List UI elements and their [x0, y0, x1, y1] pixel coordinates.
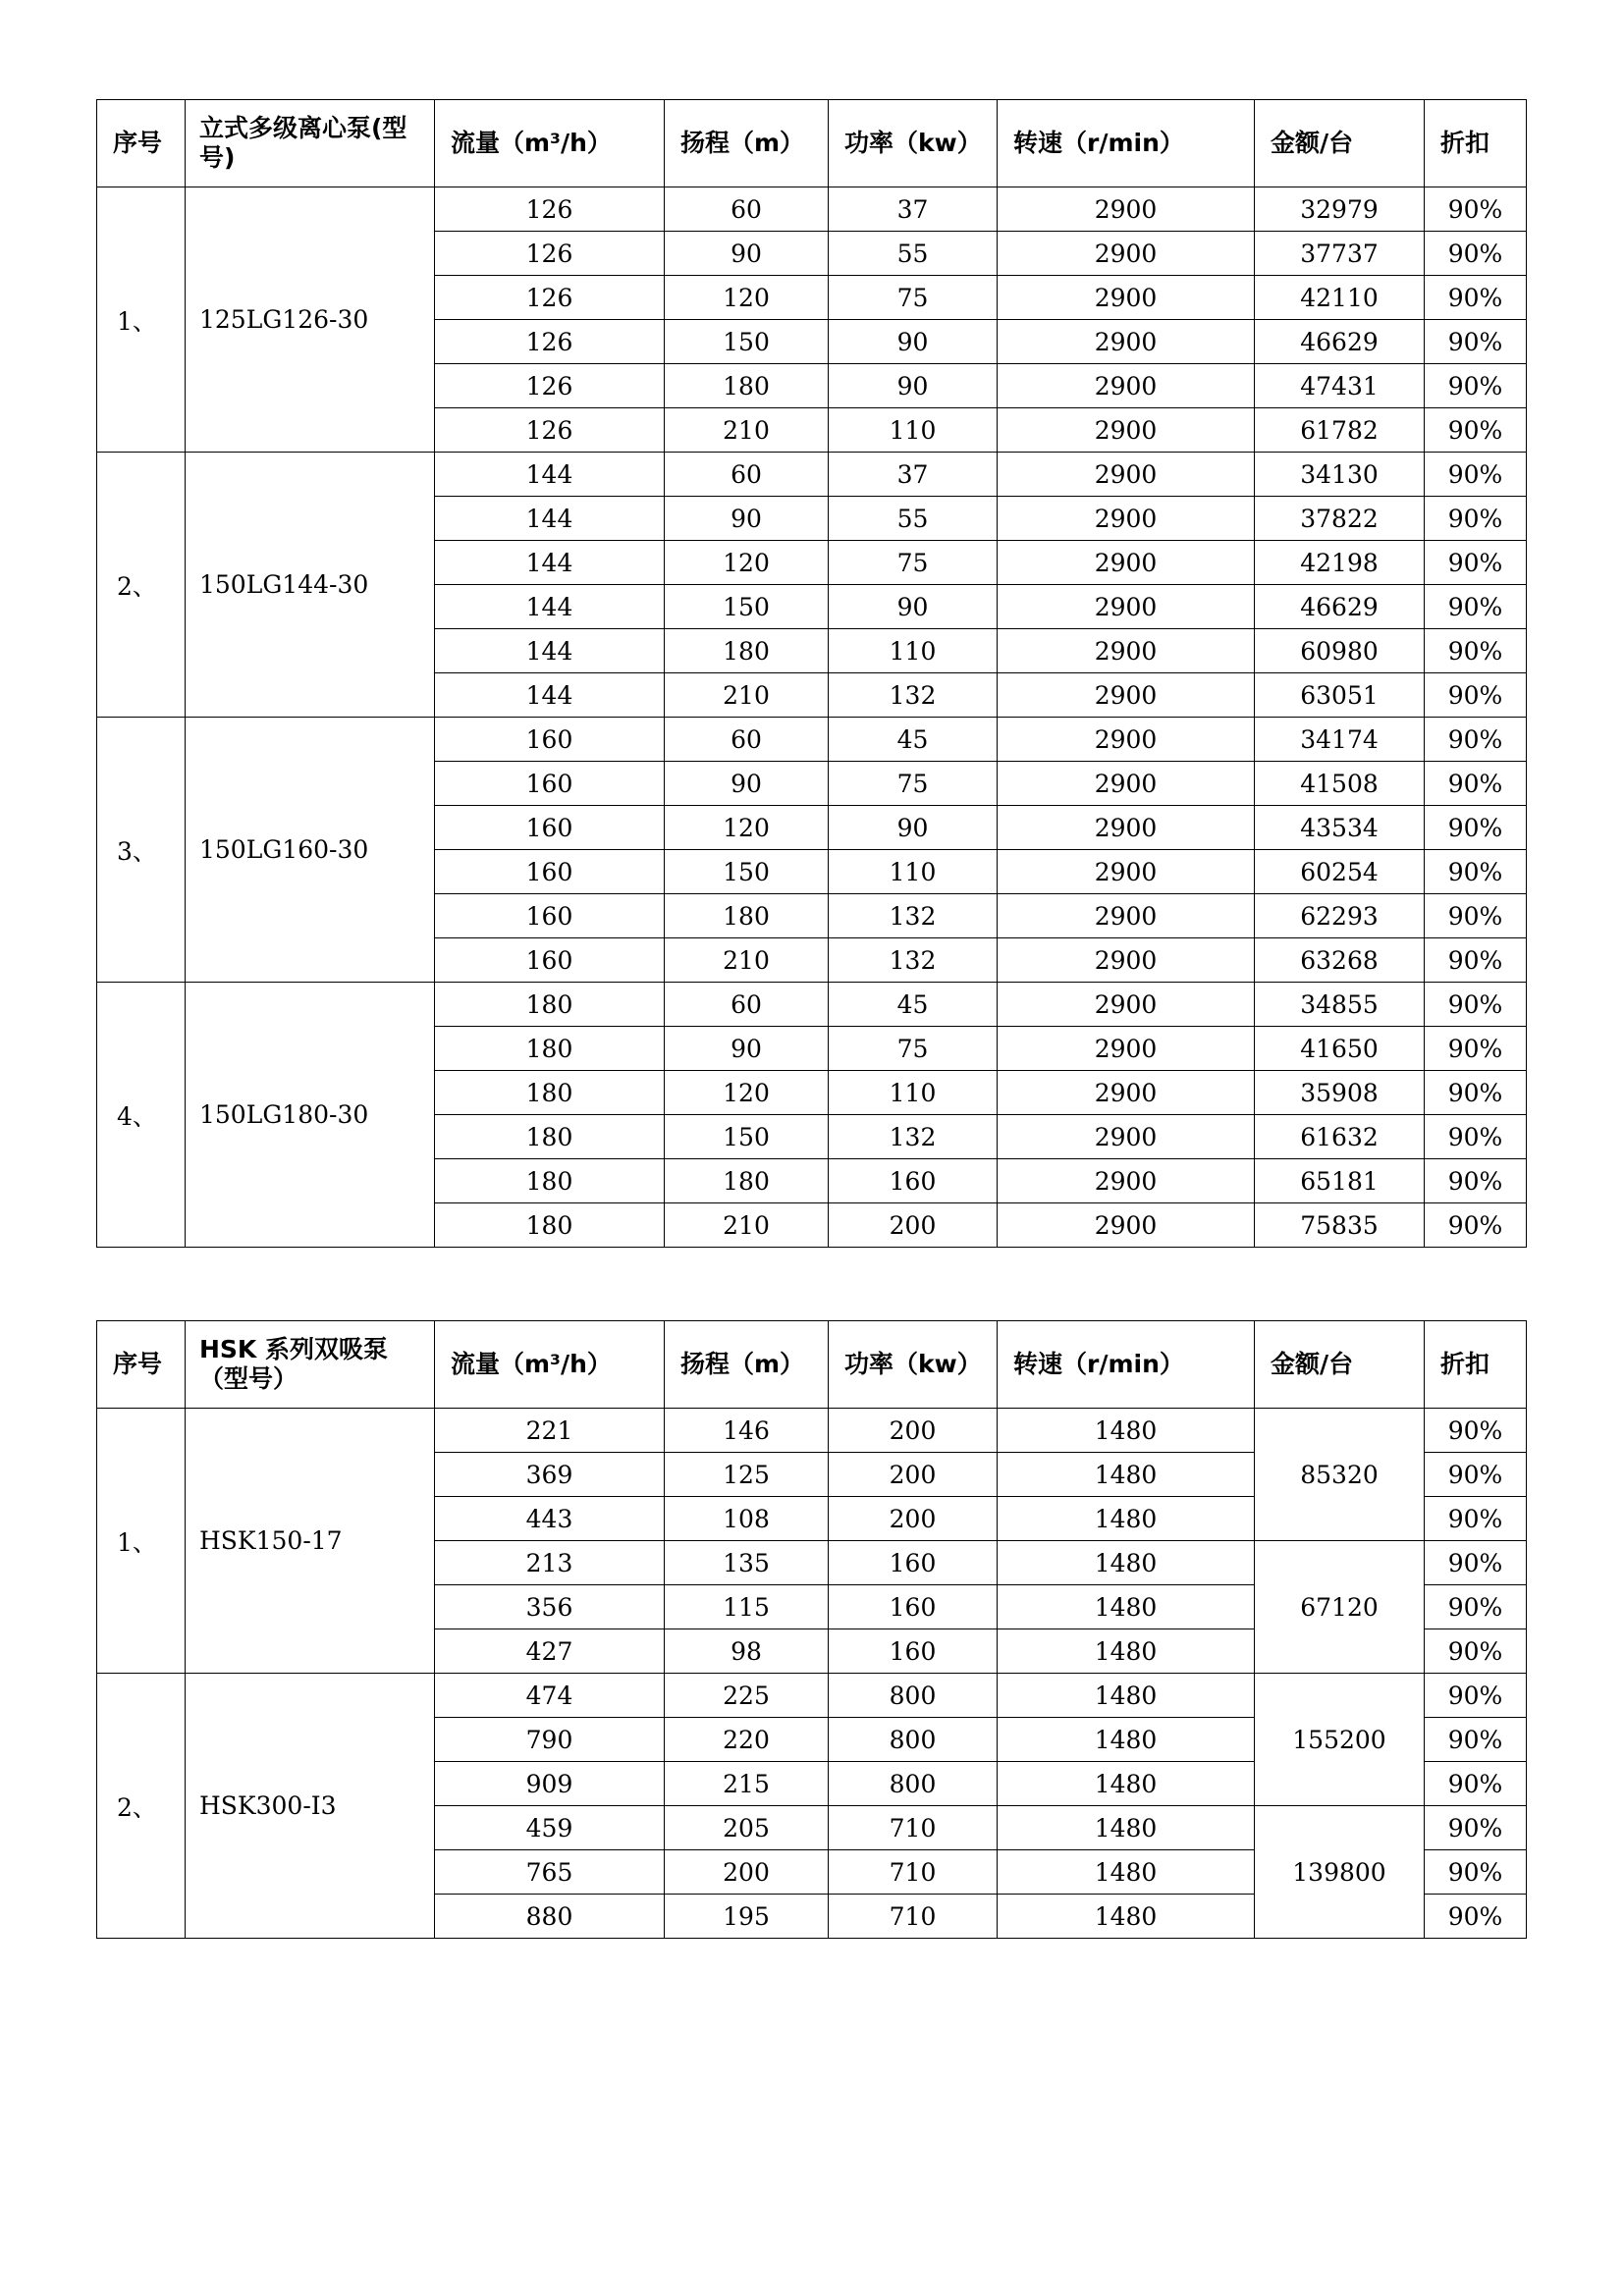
speed-cell: 2900 — [998, 1027, 1255, 1071]
discount-cell: 90% — [1425, 364, 1527, 408]
price-cell: 85320 — [1255, 1409, 1425, 1541]
price-cell: 41508 — [1255, 762, 1425, 806]
speed-cell: 2900 — [998, 850, 1255, 894]
discount-cell: 90% — [1425, 1806, 1527, 1850]
head-cell: 200 — [665, 1850, 829, 1895]
flow-cell: 180 — [435, 1027, 665, 1071]
flow-cell: 443 — [435, 1497, 665, 1541]
power-cell: 800 — [829, 1718, 998, 1762]
discount-cell: 90% — [1425, 453, 1527, 497]
price-cell: 60980 — [1255, 629, 1425, 673]
discount-cell: 90% — [1425, 1674, 1527, 1718]
discount-cell: 90% — [1425, 1159, 1527, 1203]
head-cell: 60 — [665, 187, 829, 232]
speed-cell: 2900 — [998, 1159, 1255, 1203]
head-cell: 210 — [665, 938, 829, 983]
power-cell: 90 — [829, 806, 998, 850]
power-cell: 55 — [829, 497, 998, 541]
discount-cell: 90% — [1425, 408, 1527, 453]
speed-cell: 2900 — [998, 1203, 1255, 1248]
flow-cell: 126 — [435, 187, 665, 232]
table-row — [97, 718, 1527, 762]
head-cell: 90 — [665, 232, 829, 276]
power-cell: 132 — [829, 1115, 998, 1159]
price-cell: 63268 — [1255, 938, 1425, 983]
speed-cell: 2900 — [998, 453, 1255, 497]
head-cell: 108 — [665, 1497, 829, 1541]
lg-pump-price-table — [96, 99, 1527, 1248]
flow-cell: 180 — [435, 1159, 665, 1203]
power-cell: 55 — [829, 232, 998, 276]
power-cell: 132 — [829, 938, 998, 983]
speed-cell: 2900 — [998, 364, 1255, 408]
discount-cell: 90% — [1425, 187, 1527, 232]
price-cell: 46629 — [1255, 585, 1425, 629]
head-cell: 120 — [665, 276, 829, 320]
price-cell: 37737 — [1255, 232, 1425, 276]
discount-cell: 90% — [1425, 762, 1527, 806]
power-cell: 200 — [829, 1453, 998, 1497]
header-head: 扬程（m） — [665, 100, 829, 187]
discount-cell: 90% — [1425, 497, 1527, 541]
seq-cell: 2、 — [97, 1674, 186, 1939]
table-row — [97, 453, 1527, 497]
flow-cell: 180 — [435, 1203, 665, 1248]
header-price: 金额/台 — [1255, 100, 1425, 187]
flow-cell: 160 — [435, 938, 665, 983]
price-cell: 34174 — [1255, 718, 1425, 762]
speed-cell: 1480 — [998, 1850, 1255, 1895]
header-discount: 折扣 — [1425, 1321, 1527, 1409]
speed-cell: 1480 — [998, 1629, 1255, 1674]
power-cell: 110 — [829, 629, 998, 673]
flow-cell: 160 — [435, 850, 665, 894]
flow-cell: 126 — [435, 276, 665, 320]
seq-cell: 1、 — [97, 187, 186, 453]
flow-cell: 144 — [435, 453, 665, 497]
head-cell: 150 — [665, 850, 829, 894]
head-cell: 135 — [665, 1541, 829, 1585]
model-cell: 125LG126-30 — [186, 187, 435, 453]
head-cell: 120 — [665, 806, 829, 850]
discount-cell: 90% — [1425, 1762, 1527, 1806]
header-model: 立式多级离心泵(型号) — [186, 100, 435, 187]
discount-cell: 90% — [1425, 1497, 1527, 1541]
discount-cell: 90% — [1425, 276, 1527, 320]
head-cell: 150 — [665, 585, 829, 629]
power-cell: 37 — [829, 453, 998, 497]
speed-cell: 2900 — [998, 938, 1255, 983]
flow-cell: 160 — [435, 762, 665, 806]
table-row — [97, 187, 1527, 232]
discount-cell: 90% — [1425, 1541, 1527, 1585]
flow-cell: 144 — [435, 585, 665, 629]
power-cell: 160 — [829, 1541, 998, 1585]
speed-cell: 2900 — [998, 497, 1255, 541]
speed-cell: 1480 — [998, 1409, 1255, 1453]
head-cell: 146 — [665, 1409, 829, 1453]
price-cell: 63051 — [1255, 673, 1425, 718]
power-cell: 110 — [829, 850, 998, 894]
head-cell: 220 — [665, 1718, 829, 1762]
speed-cell: 1480 — [998, 1895, 1255, 1939]
price-cell: 155200 — [1255, 1674, 1425, 1806]
speed-cell: 1480 — [998, 1497, 1255, 1541]
discount-cell: 90% — [1425, 718, 1527, 762]
price-cell: 34855 — [1255, 983, 1425, 1027]
speed-cell: 2900 — [998, 718, 1255, 762]
head-cell: 225 — [665, 1674, 829, 1718]
speed-cell: 2900 — [998, 673, 1255, 718]
header-seq: 序号 — [97, 1321, 186, 1409]
head-cell: 180 — [665, 1159, 829, 1203]
flow-cell: 356 — [435, 1585, 665, 1629]
flow-cell: 427 — [435, 1629, 665, 1674]
discount-cell: 90% — [1425, 1718, 1527, 1762]
head-cell: 120 — [665, 1071, 829, 1115]
price-cell: 42110 — [1255, 276, 1425, 320]
speed-cell: 2900 — [998, 276, 1255, 320]
power-cell: 110 — [829, 408, 998, 453]
discount-cell: 90% — [1425, 1203, 1527, 1248]
discount-cell: 90% — [1425, 1895, 1527, 1939]
head-cell: 180 — [665, 364, 829, 408]
flow-cell: 880 — [435, 1895, 665, 1939]
flow-cell: 126 — [435, 232, 665, 276]
header-model: HSK 系列双吸泵（型号） — [186, 1321, 435, 1409]
flow-cell: 369 — [435, 1453, 665, 1497]
price-cell: 61782 — [1255, 408, 1425, 453]
head-cell: 150 — [665, 1115, 829, 1159]
power-cell: 75 — [829, 1027, 998, 1071]
speed-cell: 2900 — [998, 541, 1255, 585]
power-cell: 132 — [829, 673, 998, 718]
flow-cell: 790 — [435, 1718, 665, 1762]
price-cell: 43534 — [1255, 806, 1425, 850]
model-cell: 150LG144-30 — [186, 453, 435, 718]
flow-cell: 909 — [435, 1762, 665, 1806]
head-cell: 215 — [665, 1762, 829, 1806]
price-cell: 139800 — [1255, 1806, 1425, 1939]
power-cell: 75 — [829, 541, 998, 585]
flow-cell: 126 — [435, 364, 665, 408]
speed-cell: 2900 — [998, 1115, 1255, 1159]
discount-cell: 90% — [1425, 585, 1527, 629]
discount-cell: 90% — [1425, 673, 1527, 718]
discount-cell: 90% — [1425, 320, 1527, 364]
power-cell: 800 — [829, 1762, 998, 1806]
price-cell: 34130 — [1255, 453, 1425, 497]
speed-cell: 2900 — [998, 232, 1255, 276]
flow-cell: 144 — [435, 629, 665, 673]
price-cell: 32979 — [1255, 187, 1425, 232]
table-row — [97, 1409, 1527, 1453]
discount-cell: 90% — [1425, 1585, 1527, 1629]
head-cell: 60 — [665, 453, 829, 497]
speed-cell: 2900 — [998, 894, 1255, 938]
flow-cell: 160 — [435, 718, 665, 762]
flow-cell: 160 — [435, 894, 665, 938]
head-cell: 98 — [665, 1629, 829, 1674]
header-flow: 流量（m³/h） — [435, 1321, 665, 1409]
head-cell: 125 — [665, 1453, 829, 1497]
power-cell: 90 — [829, 320, 998, 364]
discount-cell: 90% — [1425, 850, 1527, 894]
header-flow: 流量（m³/h） — [435, 100, 665, 187]
power-cell: 200 — [829, 1409, 998, 1453]
discount-cell: 90% — [1425, 938, 1527, 983]
table-row — [97, 983, 1527, 1027]
flow-cell: 474 — [435, 1674, 665, 1718]
speed-cell: 2900 — [998, 806, 1255, 850]
price-cell: 42198 — [1255, 541, 1425, 585]
header-discount: 折扣 — [1425, 100, 1527, 187]
header-power: 功率（kw） — [829, 1321, 998, 1409]
model-cell: 150LG160-30 — [186, 718, 435, 983]
model-cell: HSK150-17 — [186, 1409, 435, 1674]
power-cell: 110 — [829, 1071, 998, 1115]
price-cell: 65181 — [1255, 1159, 1425, 1203]
power-cell: 710 — [829, 1806, 998, 1850]
head-cell: 120 — [665, 541, 829, 585]
flow-cell: 126 — [435, 320, 665, 364]
discount-cell: 90% — [1425, 1453, 1527, 1497]
discount-cell: 90% — [1425, 894, 1527, 938]
power-cell: 160 — [829, 1585, 998, 1629]
price-cell: 37822 — [1255, 497, 1425, 541]
speed-cell: 2900 — [998, 320, 1255, 364]
power-cell: 45 — [829, 718, 998, 762]
head-cell: 195 — [665, 1895, 829, 1939]
speed-cell: 2900 — [998, 629, 1255, 673]
discount-cell: 90% — [1425, 1629, 1527, 1674]
head-cell: 115 — [665, 1585, 829, 1629]
price-cell: 67120 — [1255, 1541, 1425, 1674]
head-cell: 60 — [665, 983, 829, 1027]
head-cell: 90 — [665, 1027, 829, 1071]
discount-cell: 90% — [1425, 1027, 1527, 1071]
speed-cell: 1480 — [998, 1585, 1255, 1629]
speed-cell: 2900 — [998, 762, 1255, 806]
discount-cell: 90% — [1425, 1409, 1527, 1453]
header-head: 扬程（m） — [665, 1321, 829, 1409]
price-cell: 62293 — [1255, 894, 1425, 938]
power-cell: 45 — [829, 983, 998, 1027]
power-cell: 710 — [829, 1850, 998, 1895]
speed-cell: 1480 — [998, 1674, 1255, 1718]
price-cell: 60254 — [1255, 850, 1425, 894]
discount-cell: 90% — [1425, 541, 1527, 585]
head-cell: 210 — [665, 408, 829, 453]
head-cell: 90 — [665, 762, 829, 806]
speed-cell: 2900 — [998, 1071, 1255, 1115]
flow-cell: 180 — [435, 1115, 665, 1159]
flow-cell: 126 — [435, 408, 665, 453]
power-cell: 710 — [829, 1895, 998, 1939]
header-price: 金额/台 — [1255, 1321, 1425, 1409]
seq-cell: 3、 — [97, 718, 186, 983]
head-cell: 205 — [665, 1806, 829, 1850]
power-cell: 200 — [829, 1497, 998, 1541]
head-cell: 90 — [665, 497, 829, 541]
header-row — [97, 1321, 1527, 1409]
price-cell: 46629 — [1255, 320, 1425, 364]
header-row — [97, 100, 1527, 187]
power-cell: 800 — [829, 1674, 998, 1718]
power-cell: 132 — [829, 894, 998, 938]
discount-cell: 90% — [1425, 1115, 1527, 1159]
discount-cell: 90% — [1425, 629, 1527, 673]
seq-cell: 1、 — [97, 1409, 186, 1674]
head-cell: 180 — [665, 629, 829, 673]
speed-cell: 2900 — [998, 408, 1255, 453]
flow-cell: 459 — [435, 1806, 665, 1850]
price-cell: 61632 — [1255, 1115, 1425, 1159]
flow-cell: 180 — [435, 1071, 665, 1115]
flow-cell: 221 — [435, 1409, 665, 1453]
power-cell: 160 — [829, 1159, 998, 1203]
power-cell: 160 — [829, 1629, 998, 1674]
speed-cell: 2900 — [998, 983, 1255, 1027]
power-cell: 75 — [829, 762, 998, 806]
flow-cell: 180 — [435, 983, 665, 1027]
head-cell: 150 — [665, 320, 829, 364]
speed-cell: 2900 — [998, 585, 1255, 629]
flow-cell: 144 — [435, 497, 665, 541]
header-speed: 转速（r/min） — [998, 100, 1255, 187]
speed-cell: 1480 — [998, 1718, 1255, 1762]
flow-cell: 160 — [435, 806, 665, 850]
discount-cell: 90% — [1425, 806, 1527, 850]
power-cell: 37 — [829, 187, 998, 232]
price-cell: 35908 — [1255, 1071, 1425, 1115]
model-cell: HSK300-I3 — [186, 1674, 435, 1939]
speed-cell: 1480 — [998, 1453, 1255, 1497]
header-speed: 转速（r/min） — [998, 1321, 1255, 1409]
hsk-pump-price-table — [96, 1320, 1527, 1939]
flow-cell: 144 — [435, 673, 665, 718]
header-seq: 序号 — [97, 100, 186, 187]
speed-cell: 1480 — [998, 1541, 1255, 1585]
speed-cell: 1480 — [998, 1762, 1255, 1806]
speed-cell: 2900 — [998, 187, 1255, 232]
power-cell: 200 — [829, 1203, 998, 1248]
head-cell: 210 — [665, 1203, 829, 1248]
head-cell: 180 — [665, 894, 829, 938]
flow-cell: 213 — [435, 1541, 665, 1585]
flow-cell: 765 — [435, 1850, 665, 1895]
speed-cell: 1480 — [998, 1806, 1255, 1850]
discount-cell: 90% — [1425, 1850, 1527, 1895]
discount-cell: 90% — [1425, 983, 1527, 1027]
power-cell: 90 — [829, 585, 998, 629]
price-cell: 75835 — [1255, 1203, 1425, 1248]
table-row — [97, 1674, 1527, 1718]
header-power: 功率（kw） — [829, 100, 998, 187]
seq-cell: 2、 — [97, 453, 186, 718]
power-cell: 90 — [829, 364, 998, 408]
price-cell: 41650 — [1255, 1027, 1425, 1071]
discount-cell: 90% — [1425, 232, 1527, 276]
head-cell: 210 — [665, 673, 829, 718]
model-cell: 150LG180-30 — [186, 983, 435, 1248]
power-cell: 75 — [829, 276, 998, 320]
flow-cell: 144 — [435, 541, 665, 585]
head-cell: 60 — [665, 718, 829, 762]
seq-cell: 4、 — [97, 983, 186, 1248]
price-cell: 47431 — [1255, 364, 1425, 408]
discount-cell: 90% — [1425, 1071, 1527, 1115]
